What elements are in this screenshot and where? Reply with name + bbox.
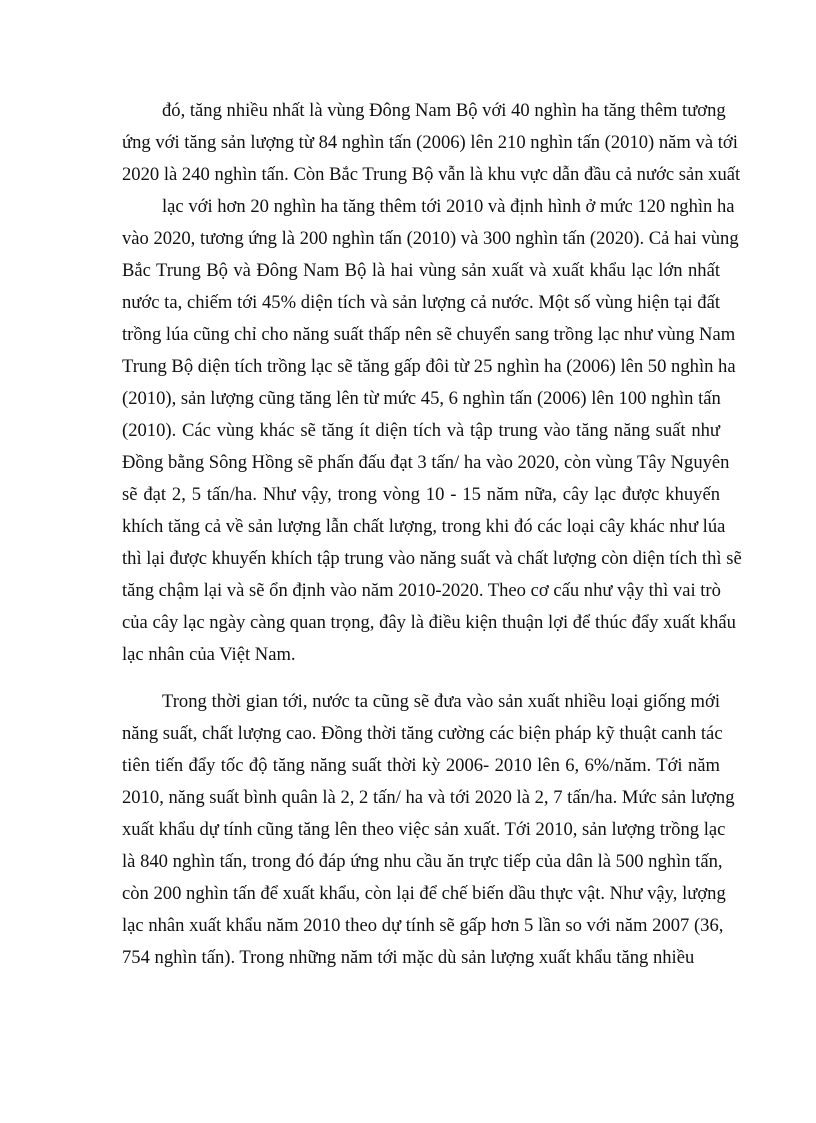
- text-line: ứng với tăng sản lượng từ 84 nghìn tấn (2006) lên 210 nghìn tấn (2010) năm và tới: [122, 132, 738, 153]
- paragraph-1: [122, 95, 742, 671]
- text-line: lạc nhân của Việt Nam.: [122, 644, 296, 665]
- text-line: Trong thời gian tới, nước ta cũng sẽ đưa vào sản xuất nhiều loại giống mới: [162, 691, 720, 712]
- text-line: lạc nhân xuất khẩu năm 2010 theo dự tính sẽ gấp hơn 5 lần so với năm 2007 (36,: [122, 915, 724, 936]
- text-line: thì lại được khuyến khích tập trung vào năng suất và chất lượng còn diện tích thì sẽ: [122, 548, 742, 569]
- text-line: vào 2020, tương ứng là 200 nghìn tấn (2010) và 300 nghìn tấn (2020). Cả hai vùng: [122, 228, 739, 249]
- text-line: tiên tiến đẩy tốc độ tăng năng suất thời kỳ 2006- 2010 lên 6, 6%/năm. Tới năm: [122, 755, 720, 776]
- text-line: khích tăng cả về sản lượng lẫn chất lượng, trong khi đó các loại cây khác như lúa: [122, 516, 726, 537]
- paragraph-spacer: [122, 671, 720, 686]
- text-line: 2020 là 240 nghìn tấn. Còn Bắc Trung Bộ vẫn là khu vực dẫn đầu cả nước sản xuất: [122, 164, 741, 185]
- text-line: nước ta, chiếm tới 45% diện tích và sản lượng cả nước. Một số vùng hiện tại đất: [122, 292, 720, 313]
- text-line: 2010, năng suất bình quân là 2, 2 tấn/ ha và tới 2020 là 2, 7 tấn/ha. Mức sản lượng: [122, 787, 735, 808]
- text-line: tăng chậm lại và sẽ ổn định vào năm 2010-2020. Theo cơ cấu như vậy thì vai trò: [122, 580, 721, 601]
- text-line: của cây lạc ngày càng quan trọng, đây là điều kiện thuận lợi để thúc đẩy xuất khẩu: [122, 612, 736, 633]
- paragraph-2: [122, 686, 735, 974]
- text-line: trồng lúa cũng chỉ cho năng suất thấp nên sẽ chuyển sang trồng lạc như vùng Nam: [122, 324, 736, 345]
- text-line: (2010). Các vùng khác sẽ tăng ít diện tích và tập trung vào tăng năng suất như: [122, 420, 720, 441]
- text-line: sẽ đạt 2, 5 tấn/ha. Như vậy, trong vòng 10 - 15 năm nữa, cây lạc được khuyến: [122, 484, 720, 505]
- text-line: 754 nghìn tấn). Trong những năm tới mặc dù sản lượng xuất khẩu tăng nhiều: [122, 947, 695, 968]
- text-line: là 840 nghìn tấn, trong đó đáp ứng nhu cầu ăn trực tiếp của dân là 500 nghìn tấn,: [122, 851, 723, 872]
- text-line: đó, tăng nhiều nhất là vùng Đông Nam Bộ với 40 nghìn ha tăng thêm tương: [162, 100, 726, 121]
- text-line: Trung Bộ diện tích trồng lạc sẽ tăng gấp đôi từ 25 nghìn ha (2006) lên 50 nghìn ha: [122, 356, 736, 377]
- text-line: Bắc Trung Bộ và Đông Nam Bộ là hai vùng sản xuất và xuất khẩu lạc lớn nhất: [122, 260, 720, 281]
- text-line: (2010), sản lượng cũng tăng lên từ mức 45, 6 nghìn tấn (2006) lên 100 nghìn tấn: [122, 388, 721, 409]
- text-line: Đồng bằng Sông Hồng sẽ phấn đấu đạt 3 tấn/ ha vào 2020, còn vùng Tây Nguyên: [122, 452, 730, 473]
- text-line: năng suất, chất lượng cao. Đồng thời tăng cường các biện pháp kỹ thuật canh tác: [122, 723, 723, 744]
- text-line: lạc với hơn 20 nghìn ha tăng thêm tới 2010 và định hình ở mức 120 nghìn ha: [162, 196, 735, 217]
- document-page: [122, 95, 742, 974]
- text-line: còn 200 nghìn tấn để xuất khẩu, còn lại để chế biến dầu thực vật. Như vậy, lượng: [122, 883, 726, 904]
- text-line: xuất khẩu dự tính cũng tăng lên theo việc sản xuất. Tới 2010, sản lượng trồng lạc: [122, 819, 726, 840]
